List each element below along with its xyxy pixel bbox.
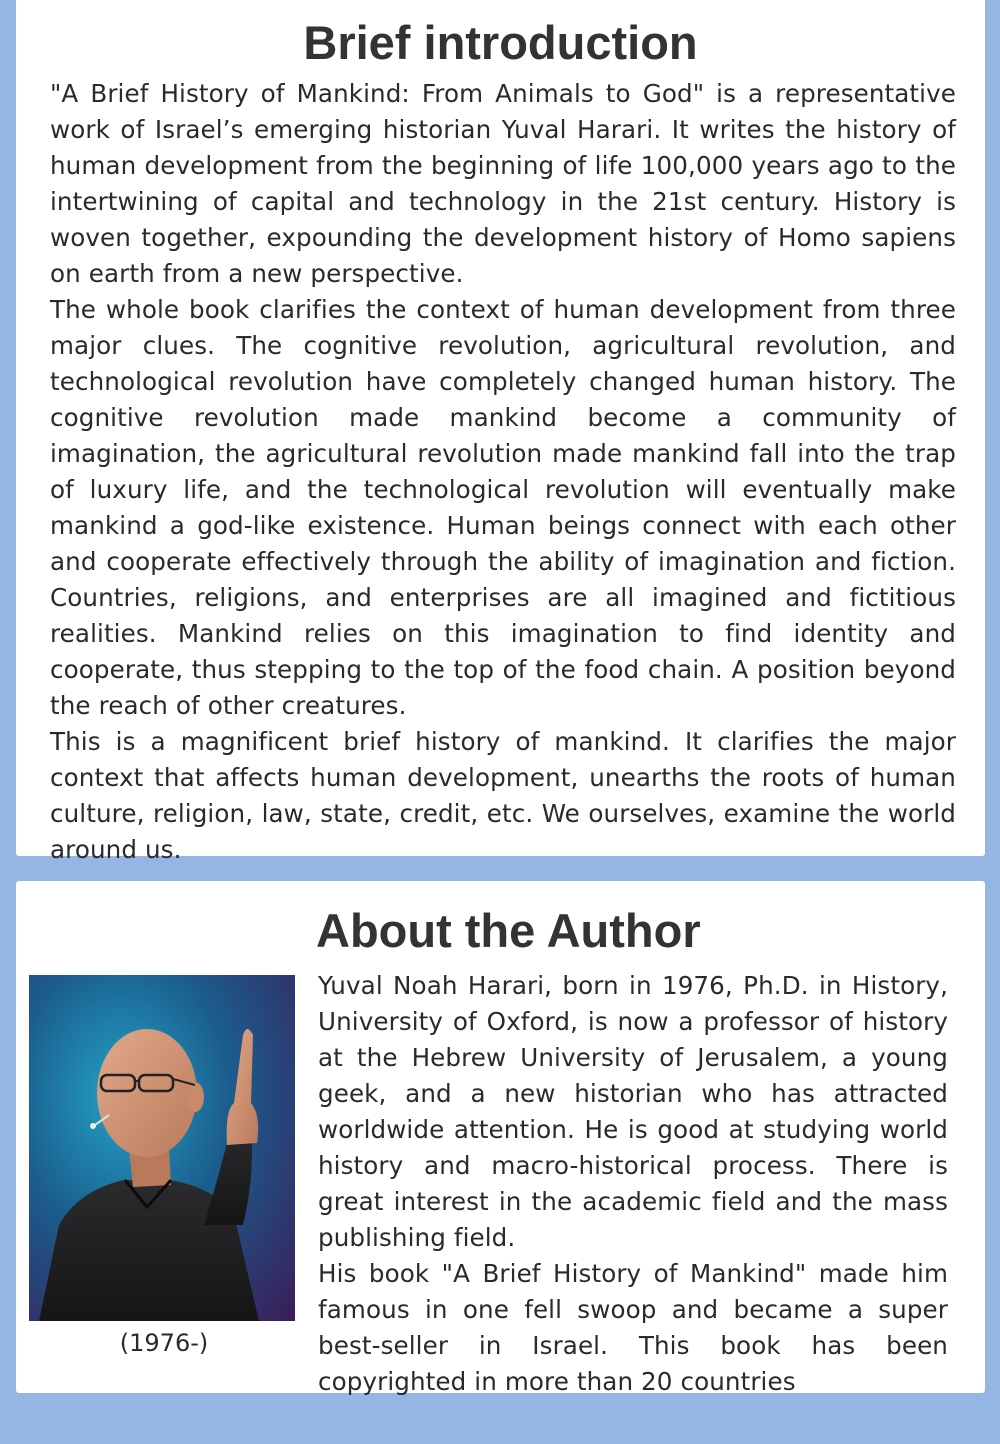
intro-paragraph: "A Brief History of Mankind: From Animals to God" is a representative work of Israel’s emerging historian Yuval Harari. It writes the history of human development from the beginning of life 100,000 years ago to the intertwining of capital and technology in the 21st century. History is woven together, expounding the development history of Homo sapiens on earth from a new perspective.: [50, 79, 956, 288]
author-photo: [29, 975, 295, 1321]
intro-heading: Brief introduction: [303, 16, 698, 69]
intro-card: [16, 0, 985, 864]
author-paragraph: His book "A Brief History of Mankind" made him famous in one fell swoop and became a super best-seller in Israel. This book has been copyrighted in more than 20 countries: [318, 1259, 948, 1396]
photo-caption: (1976-): [119, 1329, 209, 1357]
author-body: [318, 968, 948, 1400]
author-heading: About the Author: [316, 904, 701, 957]
intro-body: [50, 76, 956, 868]
intro-paragraph: The whole book clarifies the context of human development from three major clues. The cognitive revolution, agricultural revolution, and technological revolution have completely changed human history. The cognitive revolution made mankind become a community of imagination, the agricultural revolution made mankind fall into the trap of luxury life, and the technological revolution will eventually make mankind a god-like existence. Human beings connect with each other and cooperate effectively through the ability of imagination and fiction. Countries, religions, and enterprises are all imagined and fictitious realities. Mankind relies on this imagination to find identity and cooperate, thus stepping to the top of the food chain. A position beyond the reach of other creatures.: [50, 295, 956, 720]
intro-paragraph: This is a magnificent brief history of mankind. It clarifies the major context that affects human development, unearths the roots of human culture, religion, law, state, credit, etc. We ourselves, examine the world around us.: [50, 727, 956, 864]
author-card: [16, 881, 985, 1396]
author-paragraph: Yuval Noah Harari, born in 1976, Ph.D. in History, University of Oxford, is now a professor of history at the Hebrew University of Jerusalem, a young geek, and a new historian who has attracted worldwide attention. He is good at studying world history and macro-historical process. There is great interest in the academic field and the mass publishing field.: [318, 971, 948, 1252]
